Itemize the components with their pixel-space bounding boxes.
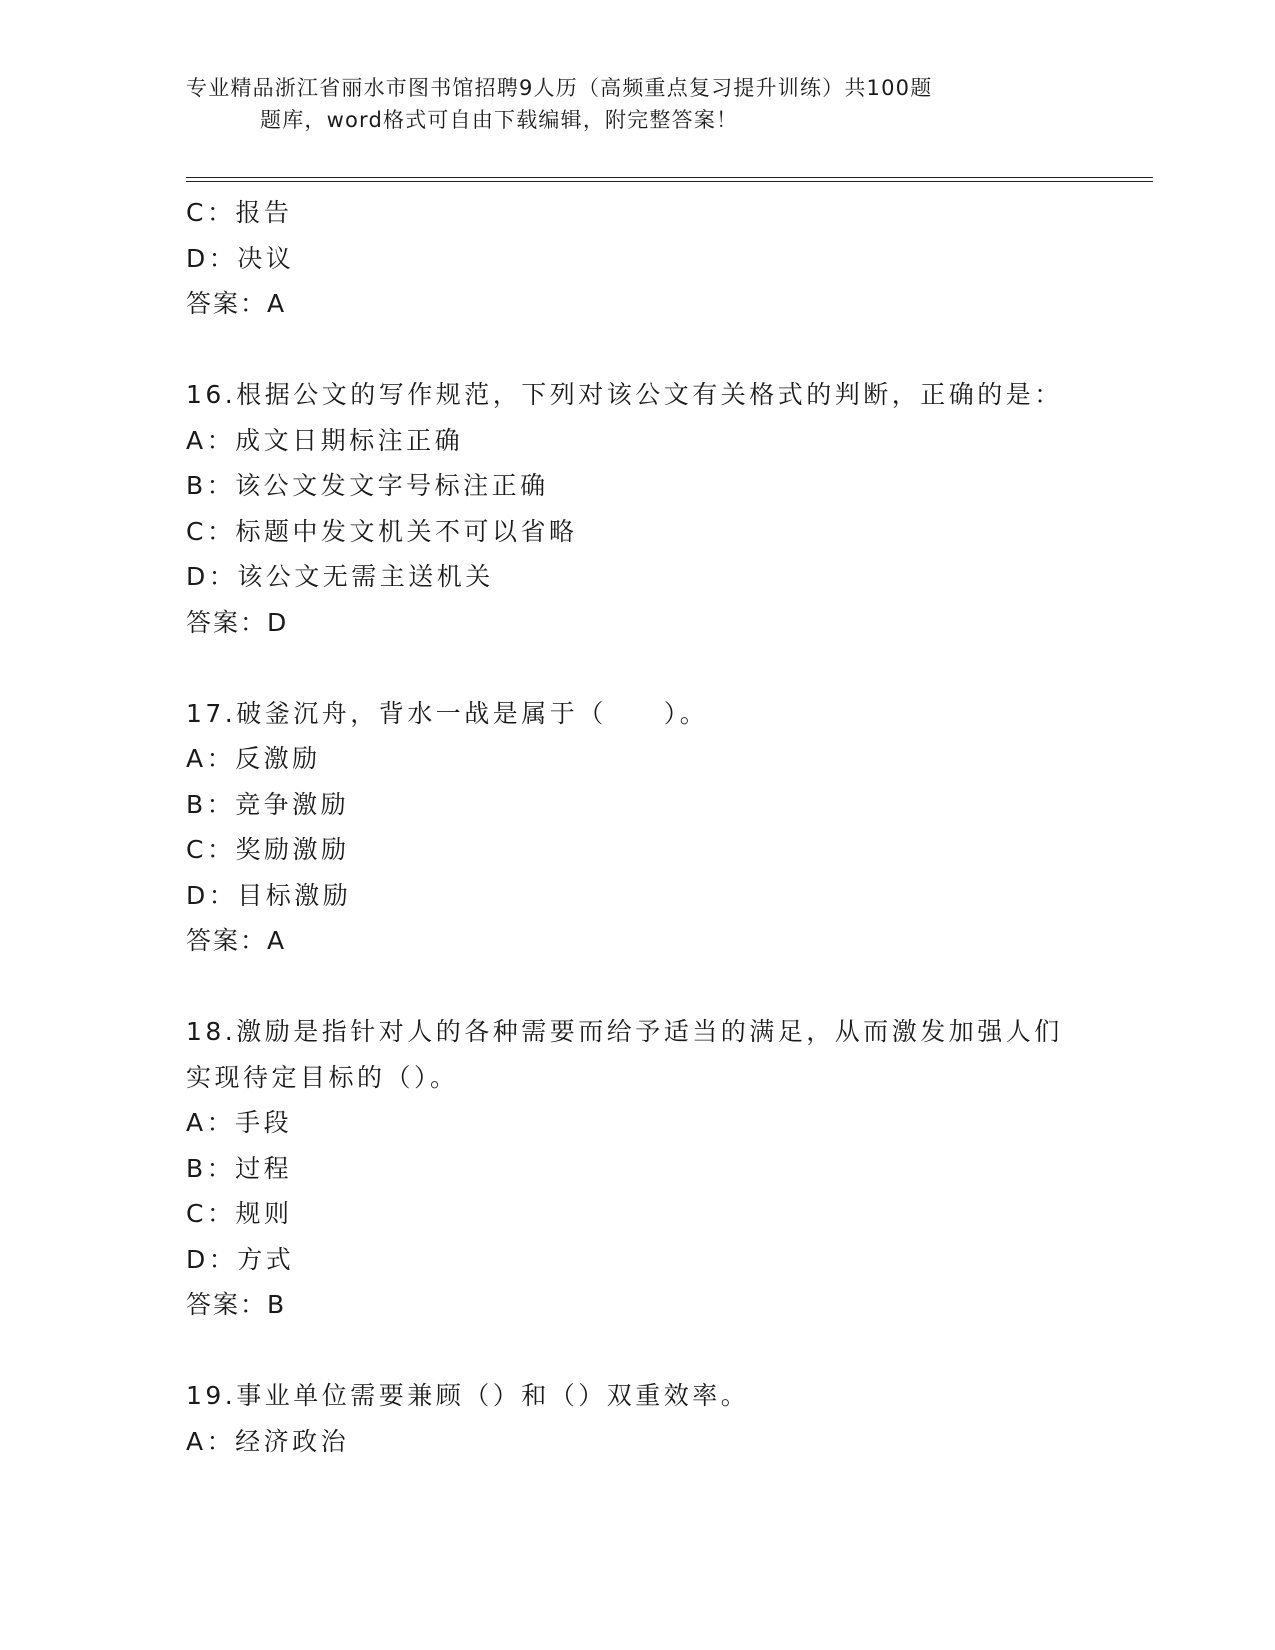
option-c: C：报告: [186, 198, 293, 227]
header-divider-thick: [186, 177, 1153, 178]
question-19: [186, 1373, 1086, 1464]
answer-line: 答案：A: [186, 926, 287, 955]
question-text: 19.事业单位需要兼顾（）和（）双重效率。: [186, 1381, 750, 1410]
option-c: C：规则: [186, 1199, 293, 1228]
header-title-line-2: 题库，word格式可自由下载编辑，附完整答案！: [260, 108, 739, 132]
option-b: B：竞争激励: [186, 789, 350, 819]
option-d: D：目标激励: [186, 880, 352, 910]
question-17: [186, 691, 1086, 964]
answer-line: 答案：D: [186, 607, 289, 637]
question-16: [186, 372, 1086, 645]
answer-line: 答案：A: [186, 289, 287, 318]
option-a: A：手段: [186, 1108, 293, 1137]
question-text-line-2: 实现待定目标的（）。: [186, 1062, 459, 1092]
option-a: A：反激励: [186, 744, 321, 773]
option-d: D：方式: [186, 1244, 295, 1274]
option-b: B：过程: [186, 1153, 293, 1183]
spacer: [186, 1328, 1086, 1374]
option-d: D：决议: [186, 243, 295, 273]
option-b: B：该公文发文字号标注正确: [186, 471, 549, 500]
question-text: 17.破釜沉舟，背水一战是属于（ ）。: [186, 698, 709, 728]
spacer: [186, 327, 1086, 373]
document-header: [186, 72, 1086, 136]
spacer: [186, 645, 1086, 691]
header-divider-thin: [186, 181, 1153, 182]
option-c: C：奖励激励: [186, 835, 350, 864]
option-c: C：标题中发文机关不可以省略: [186, 516, 578, 546]
answer-line: 答案：B: [186, 1290, 287, 1319]
option-d: D：该公文无需主送机关: [186, 562, 494, 591]
header-title-line-1: 专业精品浙江省丽水市图书馆招聘9人历（高频重点复习提升训练）共100题: [186, 76, 933, 100]
question-text: 16.根据公文的写作规范，下列对该公文有关格式的判断，正确的是：: [186, 380, 1063, 409]
option-a: A：经济政治: [186, 1426, 350, 1456]
option-a: A：成文日期标注正确: [186, 425, 464, 455]
question-text-line-1: 18.激励是指针对人的各种需要而给予适当的满足，从而激发加强人们: [186, 1017, 1063, 1046]
question-18: [186, 1009, 1086, 1328]
spacer: [186, 964, 1086, 1010]
question-content: [186, 190, 1086, 1464]
question-15-fragment: [186, 190, 1086, 327]
